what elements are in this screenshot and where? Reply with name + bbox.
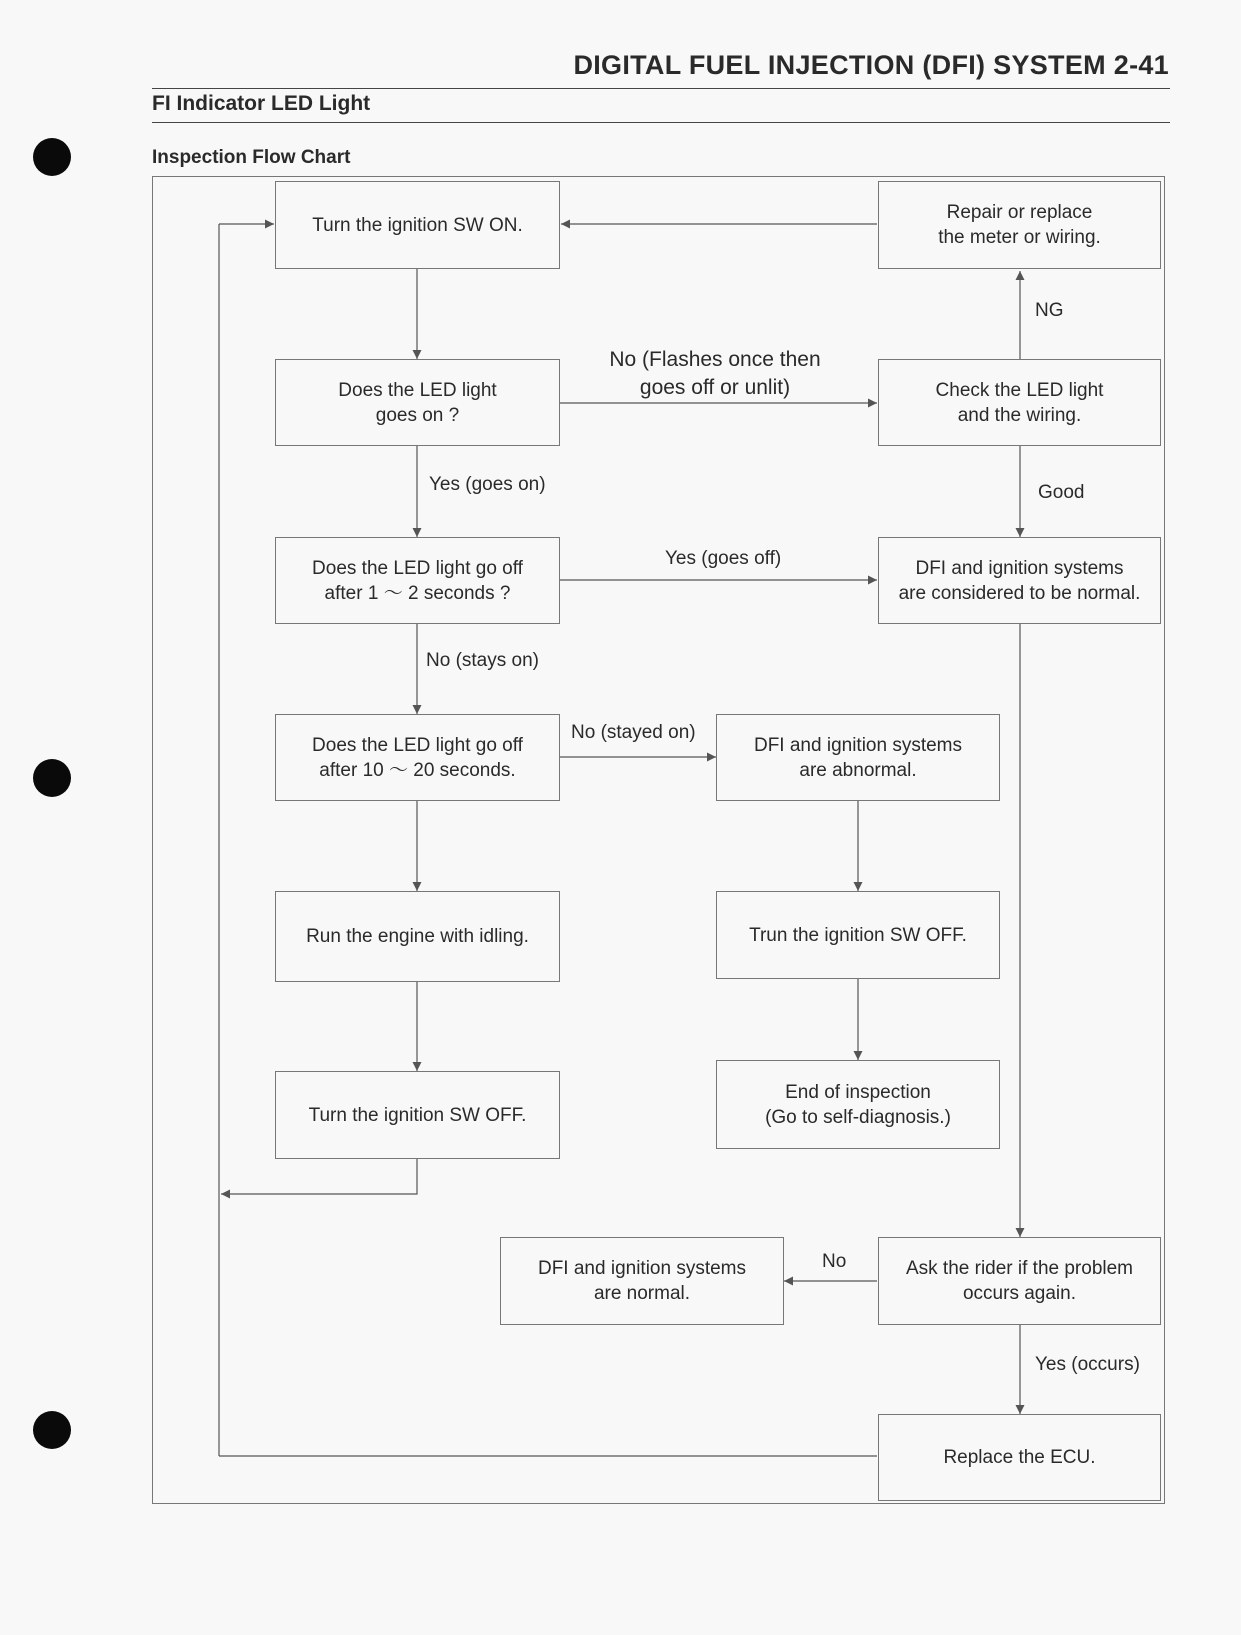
label-yes-occurs: Yes (occurs) <box>1035 1354 1140 1375</box>
result-end-of-inspection: End of inspection (Go to self-diagnosis.) <box>716 1060 1000 1149</box>
label-yes-goes-off: Yes (goes off) <box>665 548 782 569</box>
decision-led-goes-on: Does the LED light goes on ? <box>275 359 560 446</box>
result-normal: DFI and ignition systems are normal. <box>500 1237 784 1325</box>
result-considered-normal: DFI and ignition systems are considered to be normal. <box>878 537 1161 624</box>
label-no: No <box>822 1251 847 1272</box>
decision-ask-rider: Ask the rider if the problem occurs again. <box>878 1237 1161 1325</box>
arrow-turnoff-to-loop <box>221 1159 417 1194</box>
label-no-stayed-on: No (stayed on) <box>571 722 696 743</box>
step-run-engine-idling: Run the engine with idling. <box>275 891 560 982</box>
decision-off-1-2-seconds: Does the LED light go off after 1 ～ 2 seconds ? <box>275 537 560 624</box>
label-no-flashes: No (Flashes once then goes off or unlit) <box>609 348 821 399</box>
label-ng: NG <box>1035 300 1064 321</box>
step-turn-ignition-on: Turn the ignition SW ON. <box>275 181 560 269</box>
label-yes-goes-on: Yes (goes on) <box>429 474 546 495</box>
section-title: FI Indicator LED Light <box>152 92 371 115</box>
step-repair-meter-wiring: Repair or replace the meter or wiring. <box>878 181 1161 269</box>
decision-off-10-20-seconds: Does the LED light go off after 10 ～ 20 seconds. <box>275 714 560 801</box>
label-no-stays-on: No (stays on) <box>426 650 539 671</box>
label-good: Good <box>1038 482 1085 503</box>
step-replace-ecu: Replace the ECU. <box>878 1414 1161 1501</box>
chart-title: Inspection Flow Chart <box>152 147 351 168</box>
step-turn-ignition-off: Turn the ignition SW OFF. <box>275 1071 560 1159</box>
step-check-led-wiring: Check the LED light and the wiring. <box>878 359 1161 446</box>
result-abnormal: DFI and ignition systems are abnormal. <box>716 714 1000 801</box>
step-trun-ignition-off: Trun the ignition SW OFF. <box>716 891 1000 979</box>
page-title: DIGITAL FUEL INJECTION (DFI) SYSTEM 2-41 <box>573 50 1169 80</box>
